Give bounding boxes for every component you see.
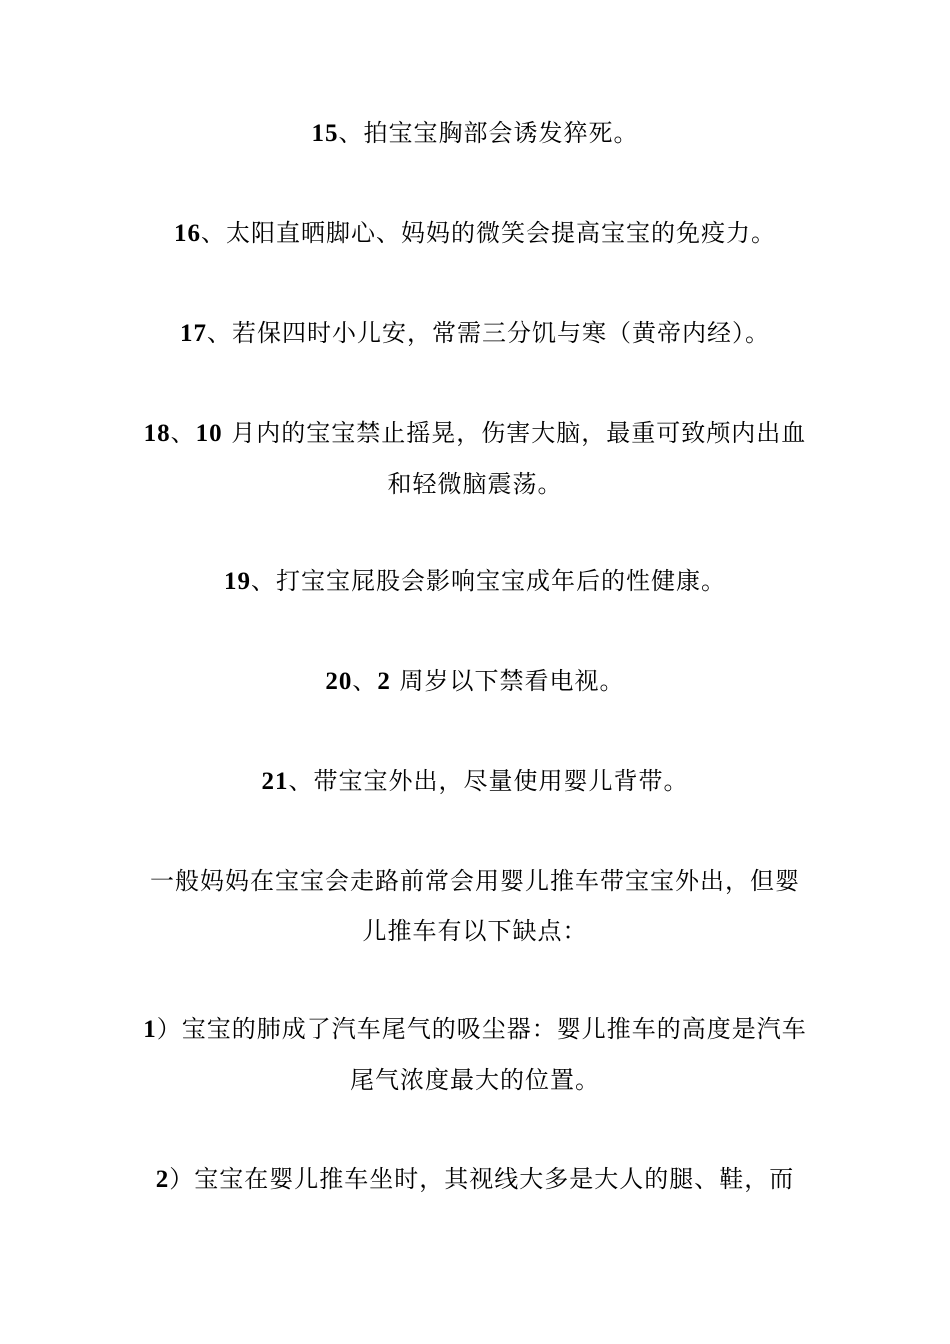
item-21 — [140, 756, 810, 807]
item-number: 16 — [174, 220, 201, 247]
item-number: 21 — [261, 768, 289, 795]
item-15 — [140, 108, 810, 159]
point-2 — [140, 1154, 810, 1205]
item-17 — [140, 308, 810, 359]
item-16 — [140, 208, 810, 259]
item-number: 20 — [325, 668, 353, 695]
point-text: ）宝宝在婴儿推车坐时，其视线大多是大人的腿、鞋，而 — [169, 1165, 795, 1193]
point-number: 1 — [143, 1016, 157, 1043]
item-text: 、打宝宝屁股会影响宝宝成年后的性健康。 — [251, 567, 726, 595]
intro-paragraph: 一般妈妈在宝宝会走路前常会用婴儿推车带宝宝外出，但婴儿推车有以下缺点： — [150, 867, 800, 945]
item-number-secondary: 2 — [377, 668, 391, 695]
item-text: 周岁以下禁看电视。 — [390, 667, 625, 695]
item-19 — [140, 556, 810, 607]
item-separator: 、 — [170, 419, 196, 447]
item-number: 19 — [224, 568, 251, 595]
item-number: 17 — [180, 320, 207, 347]
item-number-secondary: 10 — [195, 420, 223, 447]
item-20 — [140, 656, 810, 707]
point-1 — [140, 1004, 810, 1105]
item-text: 月内的宝宝禁止摇晃，伤害大脑，最重可致颅内出血和轻微脑震荡。 — [222, 419, 807, 498]
item-text: 、拍宝宝胸部会诱发猝死。 — [338, 119, 639, 147]
item-number: 18 — [143, 420, 171, 447]
item-text: 、太阳直晒脚心、妈妈的微笑会提高宝宝的免疫力。 — [201, 219, 776, 247]
item-18 — [140, 408, 810, 509]
point-text: ）宝宝的肺成了汽车尾气的吸尘器：婴儿推车的高度是汽车尾气浓度最大的位置。 — [156, 1015, 807, 1094]
item-number: 15 — [311, 120, 339, 147]
item-text: 、带宝宝外出，尽量使用婴儿背带。 — [288, 767, 689, 795]
item-separator: 、 — [352, 667, 378, 695]
point-number: 2 — [155, 1166, 170, 1193]
item-text: 、若保四时小儿安，常需三分饥与寒（黄帝内经）。 — [207, 319, 770, 347]
